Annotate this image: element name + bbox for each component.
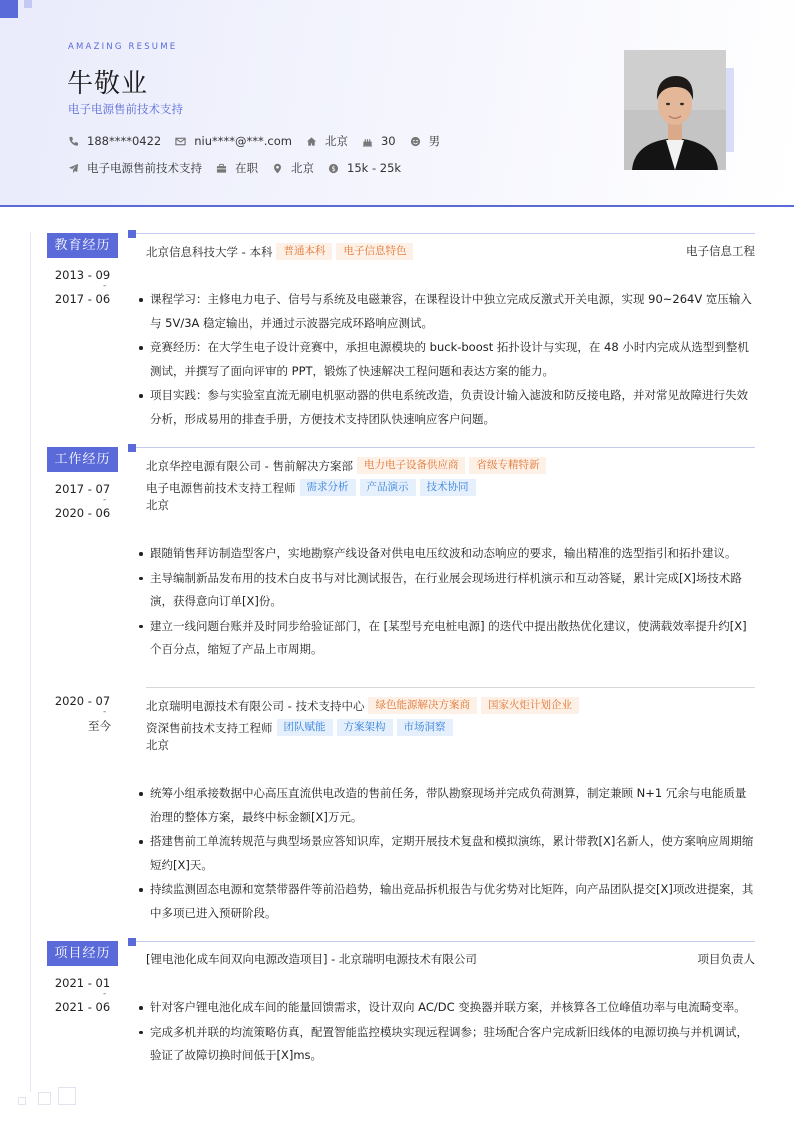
location-pin-icon (272, 163, 283, 174)
job-start-date: 2020 - 07 (54, 694, 111, 708)
list-item: 主导编制新品发布用的技术白皮书与对比测试报告，在行业展会现场进行样机演示和互动答疑，累计完成[X]场技术路演，获得意向订单[X]份。 (136, 567, 756, 614)
list-item: 搭建售前工单流转规范与典型场景应答知识库，定期开展技术复盘和模拟演练，累计带教[X]名新人，使方案响应周期缩短约[X]天。 (136, 830, 756, 877)
section-marker (128, 230, 136, 238)
list-item: 针对客户锂电池化成车间的能量回馈需求，设计双向 AC/DC 变换器并联方案，并核算各工位峰值功率与电流畸变率。 (136, 996, 756, 1020)
corner-decoration (0, 0, 18, 18)
gender-text: 男 (428, 134, 441, 148)
job-end-date: 2020 - 06 (54, 506, 111, 520)
list-item: 项目实践：参与实验室直流无刷电机驱动器的供电系统改造，负责设计输入滤波和防反接电路，并对常见故障进行失效分析，形成易用的排查手册，方便技术支持团队快速响应客户问题。 (136, 384, 756, 431)
company-tag: 电力电子设备供应商 (357, 457, 466, 474)
job-location: 北京 (146, 498, 169, 512)
timeline-decoration-line (30, 232, 31, 1092)
school-name: 北京信息科技大学 - 本科 (146, 244, 273, 259)
target-position-text: 电子电源售前技术支持 (87, 161, 202, 175)
list-item: 统筹小组承接数据中心高压直流供电改造的售前任务，带队勘察现场并完成负荷测算，制定兼顾 N+1 冗余与电能质量治理的整体方案，最终中标金额[X]万元。 (136, 782, 756, 829)
brand-label: AMAZING RESUME (68, 42, 178, 52)
work-section-title: 工作经历 (47, 447, 118, 472)
email-text: niu****@***.com (194, 134, 292, 148)
age-text: 30 (380, 134, 396, 148)
corner-square-decoration (58, 1087, 76, 1105)
list-item: 持续监测固态电源和宽禁带器件等前沿趋势，输出竞品拆机报告与优劣势对比矩阵，向产品团队提交[X]项改进提案，其中多项已进入预研阶段。 (136, 878, 756, 925)
photo-frame-decoration (725, 68, 734, 152)
list-item: 课程学习：主修电力电子、信号与系统及电磁兼容，在课程设计中独立完成反激式开关电源，实现 90~264V 宽压输入与 5V/3A 稳定输出，并通过示波器完成环路响应测试。 (136, 288, 756, 335)
job-divider (146, 687, 755, 688)
corner-square-decoration (18, 1097, 26, 1105)
status-text: 在职 (235, 161, 258, 175)
date-separator: - (103, 707, 107, 717)
major-name: 电子信息工程 (686, 244, 755, 258)
city-item (306, 133, 348, 149)
cake-icon (362, 136, 373, 147)
job-role: 电子电源售前技术支持工程师 (146, 480, 296, 495)
date-separator: - (103, 281, 107, 291)
city-text: 北京 (324, 134, 348, 148)
money-icon (328, 163, 339, 174)
list-item: 竞赛经历：在大学生电子设计竞赛中，承担电源模块的 buck-boost 拓扑设计与实现，在 48 小时内完成从选型到整机测试，并撰写了面向评审的 PPT，锻炼了快速解决工程问题和表达方案的能力。 (136, 336, 756, 383)
job-role-row (146, 719, 453, 736)
list-item: 建立一线问题台账并及时同步给验证部门，在 [某型号充电桩电源] 的迭代中提出散热优化建议，使满载效率提升约[X]个百分点，缩短了产品上市周期。 (136, 615, 756, 662)
education-section-title: 教育经历 (47, 233, 118, 258)
education-end-date: 2017 - 06 (54, 292, 111, 306)
company-name: 北京华控电源有限公司 - 售前解决方案部 (146, 458, 353, 473)
corner-decoration-small (24, 0, 32, 8)
email-item (175, 134, 292, 148)
list-item: 跟随销售拜访制造型客户，实地勘察产线设备对供电电压纹波和动态响应的要求，输出精准的选型指引和拓扑建议。 (136, 542, 756, 566)
section-divider (136, 941, 755, 942)
send-icon (68, 163, 79, 174)
phone-item (68, 134, 161, 148)
school-tag: 普通本科 (276, 243, 332, 260)
job-role: 资深售前技术支持工程师 (146, 720, 273, 735)
company-name: 北京瑞明电源技术有限公司 - 技术支持中心 (146, 698, 365, 713)
skill-tag: 方案架构 (337, 719, 393, 736)
date-separator: - (103, 989, 107, 999)
job-info-row (68, 160, 415, 176)
profile-photo (624, 50, 726, 170)
job-company-row (146, 457, 546, 474)
home-icon (306, 136, 317, 147)
mail-icon (175, 136, 186, 147)
target-city-item (272, 160, 314, 176)
candidate-name: 牛敬业 (67, 69, 149, 99)
project-details-list (136, 996, 756, 1069)
section-divider (136, 447, 755, 448)
job-location: 北京 (146, 738, 169, 752)
company-tag: 绿色能源解决方案商 (368, 697, 477, 714)
job-company-row (146, 697, 579, 714)
job-details-list (136, 542, 756, 663)
corner-square-decoration (38, 1092, 51, 1105)
skill-tag: 市场洞察 (397, 719, 453, 736)
phone-icon (68, 136, 79, 147)
skill-tag: 团队赋能 (277, 719, 333, 736)
company-tag: 国家火炬计划企业 (481, 697, 579, 714)
project-end-date: 2021 - 06 (54, 1000, 111, 1014)
gender-item (410, 133, 441, 149)
section-divider (136, 233, 755, 234)
job-intention: 电子电源售前技术支持 (68, 102, 183, 116)
skill-tag: 需求分析 (300, 479, 356, 496)
target-city-text: 北京 (291, 161, 314, 175)
gender-icon (410, 136, 421, 147)
section-marker (128, 444, 136, 452)
company-tag: 省级专精特新 (469, 457, 546, 474)
job-end-date: 至今 (88, 719, 111, 733)
salary-item (328, 161, 401, 175)
skill-tag: 技术协同 (420, 479, 476, 496)
status-item (216, 160, 258, 176)
project-section-title: 项目经历 (47, 941, 118, 966)
contact-info-row (68, 133, 454, 149)
project-role: 项目负责人 (697, 952, 755, 966)
section-marker (128, 938, 136, 946)
phone-text: 188****0422 (87, 134, 162, 148)
svg-text:$: $ (331, 164, 336, 173)
salary-text: 15k - 25k (347, 161, 402, 175)
list-item: 完成多机并联的均流策略仿真，配置智能监控模块实现远程调参；驻场配合客户完成新旧线体的电源切换与并机调试，验证了故障切换时间低于[X]ms。 (136, 1021, 756, 1068)
age-item (362, 134, 396, 148)
job-start-date: 2017 - 07 (54, 482, 111, 496)
briefcase-icon (216, 163, 227, 174)
skill-tag: 产品演示 (360, 479, 416, 496)
job-details-list (136, 782, 756, 926)
school-tag: 电子信息特色 (336, 243, 413, 260)
date-separator: - (103, 495, 107, 505)
education-details-list (136, 288, 756, 432)
job-role-row (146, 479, 476, 496)
project-start-date: 2021 - 01 (54, 976, 111, 990)
target-position-item (68, 160, 202, 176)
resume-header (0, 0, 794, 207)
education-school-row (146, 243, 413, 260)
project-name: [锂电池化成车间双向电源改造项目] - 北京瑞明电源技术有限公司 (146, 952, 477, 966)
education-start-date: 2013 - 09 (54, 268, 111, 282)
